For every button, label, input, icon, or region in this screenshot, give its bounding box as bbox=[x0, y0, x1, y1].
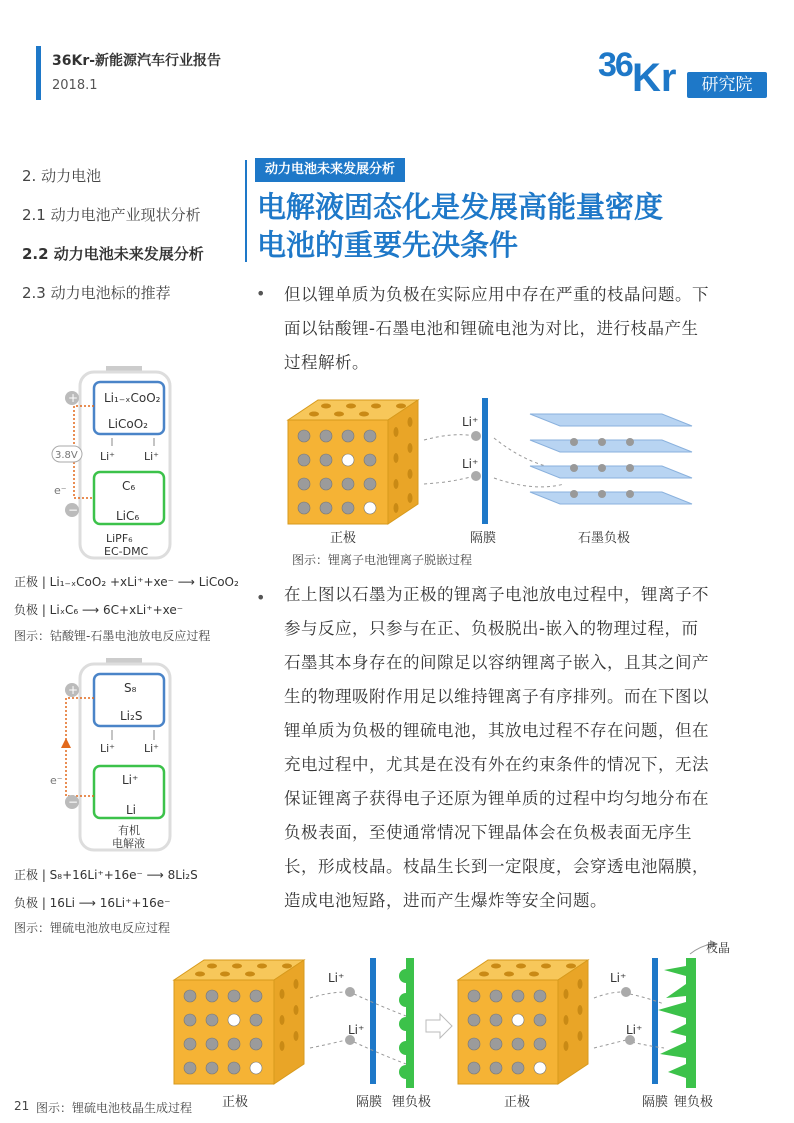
ion-path-1 bbox=[424, 435, 474, 440]
figure-li-ion bbox=[284, 392, 704, 552]
figure-dendrite bbox=[170, 936, 770, 1116]
separator-right bbox=[652, 958, 658, 1084]
bullet-dot: • bbox=[256, 588, 266, 607]
li-ion-right: Li⁺ bbox=[144, 742, 159, 755]
battery1-eq-cathode: 正极 | Li₁₋ₓCoO₂ +xLi⁺+xe⁻ ⟶ LiCoO₂ bbox=[14, 575, 239, 589]
bullet-dot: • bbox=[256, 284, 266, 303]
battery2-caption: 图示：锂硫电池放电反应过程 bbox=[14, 921, 171, 935]
logo-box: 研究院 bbox=[687, 72, 767, 98]
cathode-product: Li₂S bbox=[120, 709, 143, 723]
ion-path-left-2 bbox=[310, 1040, 346, 1048]
electrolyte-1: LiPF₆ bbox=[106, 532, 133, 545]
report-title: 36Kr-新能源汽车行业报告 bbox=[52, 53, 222, 69]
battery-diagram-1 bbox=[44, 362, 184, 562]
ion-path-left-1 bbox=[310, 992, 346, 998]
li-label-left-1: Li⁺ bbox=[328, 971, 345, 985]
cube-right bbox=[458, 960, 588, 1084]
ion-path-right-2 bbox=[594, 1040, 626, 1048]
li-ion-2 bbox=[471, 471, 481, 481]
ion-path-left-3 bbox=[354, 994, 406, 1016]
battery2-eq-anode: 负极 | 16Li ⟶ 16Li⁺+16e⁻ bbox=[14, 896, 171, 910]
minus-sign: − bbox=[68, 503, 79, 517]
voltage-label: 3.8V bbox=[55, 450, 78, 461]
transition-arrow bbox=[426, 1014, 452, 1038]
anode-product: LiC₆ bbox=[116, 509, 140, 523]
separator-label: 隔膜 bbox=[470, 531, 497, 546]
fig1-caption: 图示：锂离子电池锂离子脱嵌过程 bbox=[292, 553, 473, 567]
li-label-left-2: Li⁺ bbox=[348, 1023, 365, 1037]
cathode-label: 正极 bbox=[330, 531, 357, 546]
cube-left bbox=[174, 960, 304, 1084]
electron-label: e⁻ bbox=[50, 774, 63, 787]
anode-left bbox=[399, 958, 414, 1088]
li-ion-right: Li⁺ bbox=[144, 450, 159, 463]
electrolyte-2: 电解液 bbox=[112, 837, 145, 850]
cube-side bbox=[388, 400, 418, 524]
headline-line-1: 电解液固态化是发展高能量密度 bbox=[257, 190, 664, 224]
graphite-layers bbox=[530, 414, 692, 504]
logo-kr: Kr bbox=[632, 56, 677, 100]
ion-path-right-1 bbox=[594, 992, 622, 998]
anode-label: 石墨负极 bbox=[578, 531, 631, 546]
li-ion-left: Li⁺ bbox=[100, 742, 115, 755]
li-ion-left-1 bbox=[345, 987, 355, 997]
ion-path-2 bbox=[424, 476, 474, 484]
dendrite-label: 枝晶 bbox=[706, 941, 731, 955]
ion-path-right-3 bbox=[630, 994, 664, 1004]
li-ion-right-1 bbox=[621, 987, 631, 997]
header-accent-bar bbox=[36, 46, 41, 100]
cathode-formula: S₈ bbox=[124, 681, 137, 695]
battery1-caption: 图示：钴酸锂-石墨电池放电反应过程 bbox=[14, 629, 211, 643]
separator-bar bbox=[482, 398, 488, 524]
electron-label: e⁻ bbox=[54, 484, 67, 497]
li-label-1: Li⁺ bbox=[462, 415, 479, 429]
minus-sign: − bbox=[68, 795, 79, 809]
cathode-formula: Li₁₋ₓCoO₂ bbox=[104, 391, 161, 405]
li-label-right-1: Li⁺ bbox=[610, 971, 627, 985]
li-label-right-2: Li⁺ bbox=[626, 1023, 643, 1037]
battery2-eq-cathode: 正极 | S₈+16Li⁺+16e⁻ ⟶ 8Li₂S bbox=[14, 868, 198, 882]
toc-divider bbox=[245, 160, 247, 262]
section-tag: 动力电池未来发展分析 bbox=[255, 158, 405, 182]
separator-label-right: 隔膜 bbox=[642, 1095, 669, 1110]
logo: 36 bbox=[598, 46, 632, 84]
anode-label-right: 锂负极 bbox=[674, 1095, 714, 1110]
separator-left bbox=[370, 958, 376, 1084]
cathode-label-left: 正极 bbox=[222, 1095, 249, 1110]
page-number: 21 bbox=[14, 1099, 30, 1113]
anode-formula: C₆ bbox=[122, 479, 136, 493]
paragraph-2: 在上图以石墨为正极的锂离子电池放电过程中，锂离子不参与反应，只参与在正、负极脱出-嵌入的物理过程，而石墨其本身存在的间隙足以容纳锂离子嵌入，且其之间产生的物理吸附作用足以维持锂离子有序排列。而在下图以锂单质为负极的锂硫电池，其放电过程不存在问题，但在充电过程中，尤其是在没有外在约束条件的情况下，无法保证锂离子获得电子还原为锂单质的过程中均匀地分布在负极表面，至使通常情况下锂晶体会在负极表面无序生长，形成枝晶。枝晶生长到一定限度，会穿透电池隔膜，造成电池短路，进而产生爆炸等安全问题。 bbox=[284, 585, 709, 910]
plus-sign: + bbox=[68, 683, 79, 697]
cathode-label-right: 正极 bbox=[504, 1095, 531, 1110]
li-ion-1 bbox=[471, 431, 481, 441]
toc-item-industry[interactable]: 2.1 动力电池产业现状分析 bbox=[22, 206, 201, 224]
plus-sign: + bbox=[68, 391, 79, 405]
battery1-eq-anode: 负极 | LiₓC₆ ⟶ 6C+xLi⁺+xe⁻ bbox=[14, 603, 184, 617]
ion-path-right-4 bbox=[632, 1042, 664, 1048]
ion-path-left-4 bbox=[354, 1042, 406, 1064]
paragraph-1: 但以锂单质为负极在实际应用中存在严重的枝晶问题。下面以钴酸锂-石墨电池和锂硫电池为对比，进行枝晶产生过程解析。 bbox=[284, 285, 709, 372]
report-date: 2018.1 bbox=[52, 78, 98, 93]
battery-diagram-2 bbox=[44, 656, 184, 856]
fig2-caption: 图示：锂硫电池枝晶生成过程 bbox=[36, 1101, 193, 1115]
separator-label-left: 隔膜 bbox=[356, 1095, 383, 1110]
headline-line-2: 电池的重要先决条件 bbox=[257, 228, 519, 262]
electrolyte-1: 有机 bbox=[118, 824, 140, 837]
electron-arrow bbox=[61, 738, 71, 748]
toc-item-battery[interactable]: 2. 动力电池 bbox=[22, 167, 102, 185]
li-label-2: Li⁺ bbox=[462, 457, 479, 471]
li-ion-left: Li⁺ bbox=[100, 450, 115, 463]
toc-item-recommend[interactable]: 2.3 动力电池标的推荐 bbox=[22, 284, 171, 302]
anode-product: Li bbox=[126, 803, 137, 817]
ion-path-4 bbox=[494, 478, 564, 487]
cathode-product: LiCoO₂ bbox=[108, 417, 148, 431]
electrolyte-2: EC-DMC bbox=[104, 545, 149, 558]
toc-item-future[interactable]: 2.2 动力电池未来发展分析 bbox=[22, 245, 204, 263]
anode-formula: Li⁺ bbox=[122, 773, 139, 787]
anode-right-dendrites bbox=[658, 958, 696, 1088]
anode-label-left: 锂负极 bbox=[392, 1095, 432, 1110]
